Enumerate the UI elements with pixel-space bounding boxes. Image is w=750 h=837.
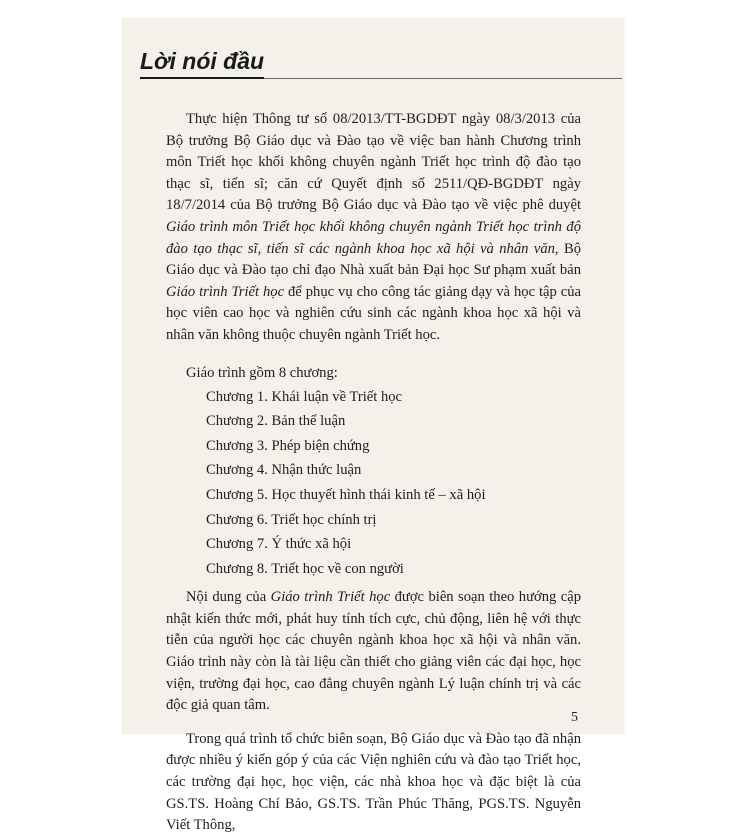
paragraph-intro-italic-a: Giáo trình môn Triết học khối không chuyên ngành Triết học trình độ đào tạo thạc sĩ, tiến sĩ các ngành khoa học xã hội và nhân văn	[166, 218, 581, 257]
book-page	[122, 18, 624, 834]
chapter-item: Chương 4. Nhận thức luận	[206, 462, 362, 479]
paragraph-intro-text-c: để phục vụ cho công tác giảng dạy và học tập của học viên cao học và nghiên cứu sinh các ngành khoa học xã hội và nhân văn không thuộc chuyên ngành Triết học.	[166, 283, 581, 343]
chapter-list-intro: Giáo trình gồm 8 chương:	[186, 364, 338, 381]
chapter-item: Chương 8. Triết học về con người	[206, 560, 404, 577]
paragraph-intro-text-b: , Bộ Giáo dục và Đào tạo chỉ đạo Nhà xuất bản Đại học Sư phạm xuất bản	[166, 240, 582, 279]
paragraph-intro-italic-b: Giáo trình Triết học	[166, 283, 285, 300]
spacer	[166, 347, 581, 361]
chapter-item: Chương 1. Khái luận về Triết học	[206, 388, 403, 405]
chapter-item: Chương 3. Phép biện chứng	[206, 437, 370, 454]
heading-title: Lời nói đầu	[140, 48, 264, 79]
body-text	[166, 109, 581, 837]
page-number: 5	[571, 710, 578, 725]
paragraph-content-text-a: Nội dung của	[186, 589, 271, 606]
chapter-item: Chương 2. Bản thể luận	[206, 413, 346, 430]
heading-rule	[264, 78, 622, 79]
spacer	[166, 717, 581, 729]
paragraph-content	[166, 587, 581, 717]
paragraph-intro-text-a: Thực hiện Thông tư số 08/2013/TT-BGDĐT ngày 08/3/2013 của Bộ trưởng Bộ Giáo dục và Đào tạo về việc ban hành Chương trình môn Triết học khối không chuyên ngành Triết học trình độ đào tạo thạc sĩ, tiến sĩ; căn cứ Quyết định số 2511/QĐ-BGDĐT ngày 18/7/2014 của Bộ trưởng Bộ Giáo dục và Đào tạo về việc phê duyệt	[166, 111, 581, 214]
chapter-item: Chương 7. Ý thức xã hội	[206, 536, 352, 553]
chapter-item: Chương 6. Triết học chính trị	[206, 511, 377, 528]
paragraph-content-italic-a: Giáo trình Triết học	[270, 589, 391, 606]
chapter-list	[166, 385, 581, 582]
chapter-item: Chương 5. Học thuyết hình thái kinh tế – xã hội	[206, 486, 486, 503]
section-heading	[140, 48, 622, 79]
paragraph-acknowledgement: Trong quá trình tổ chức biên soạn, Bộ Giáo dục và Đào tạo đã nhận được nhiều ý kiến góp ý của các Viện nghiên cứu và đào tạo Triết học, các trường đại học, học viện, các nhà khoa học và đặc biệt là của GS.TS. Hoàng Chí Bảo, GS.TS. Trần Phúc Thăng, PGS.TS. Nguyễn Viết Thông,	[166, 730, 581, 834]
paragraph-content-text-b: được biên soạn theo hướng cập nhật kiến thức mới, phát huy tính tích cực, chủ động, liên hệ với thực tiễn của người học các chuyên ngành khoa học xã hội và nhân văn. Giáo trình này còn là tài liệu cần thiết cho giảng viên các đại học, học viện, trường đại học, cao đẳng chuyên ngành Lý luận chính trị và các độc giả quan tâm.	[166, 589, 581, 714]
paragraph-intro	[166, 109, 581, 347]
